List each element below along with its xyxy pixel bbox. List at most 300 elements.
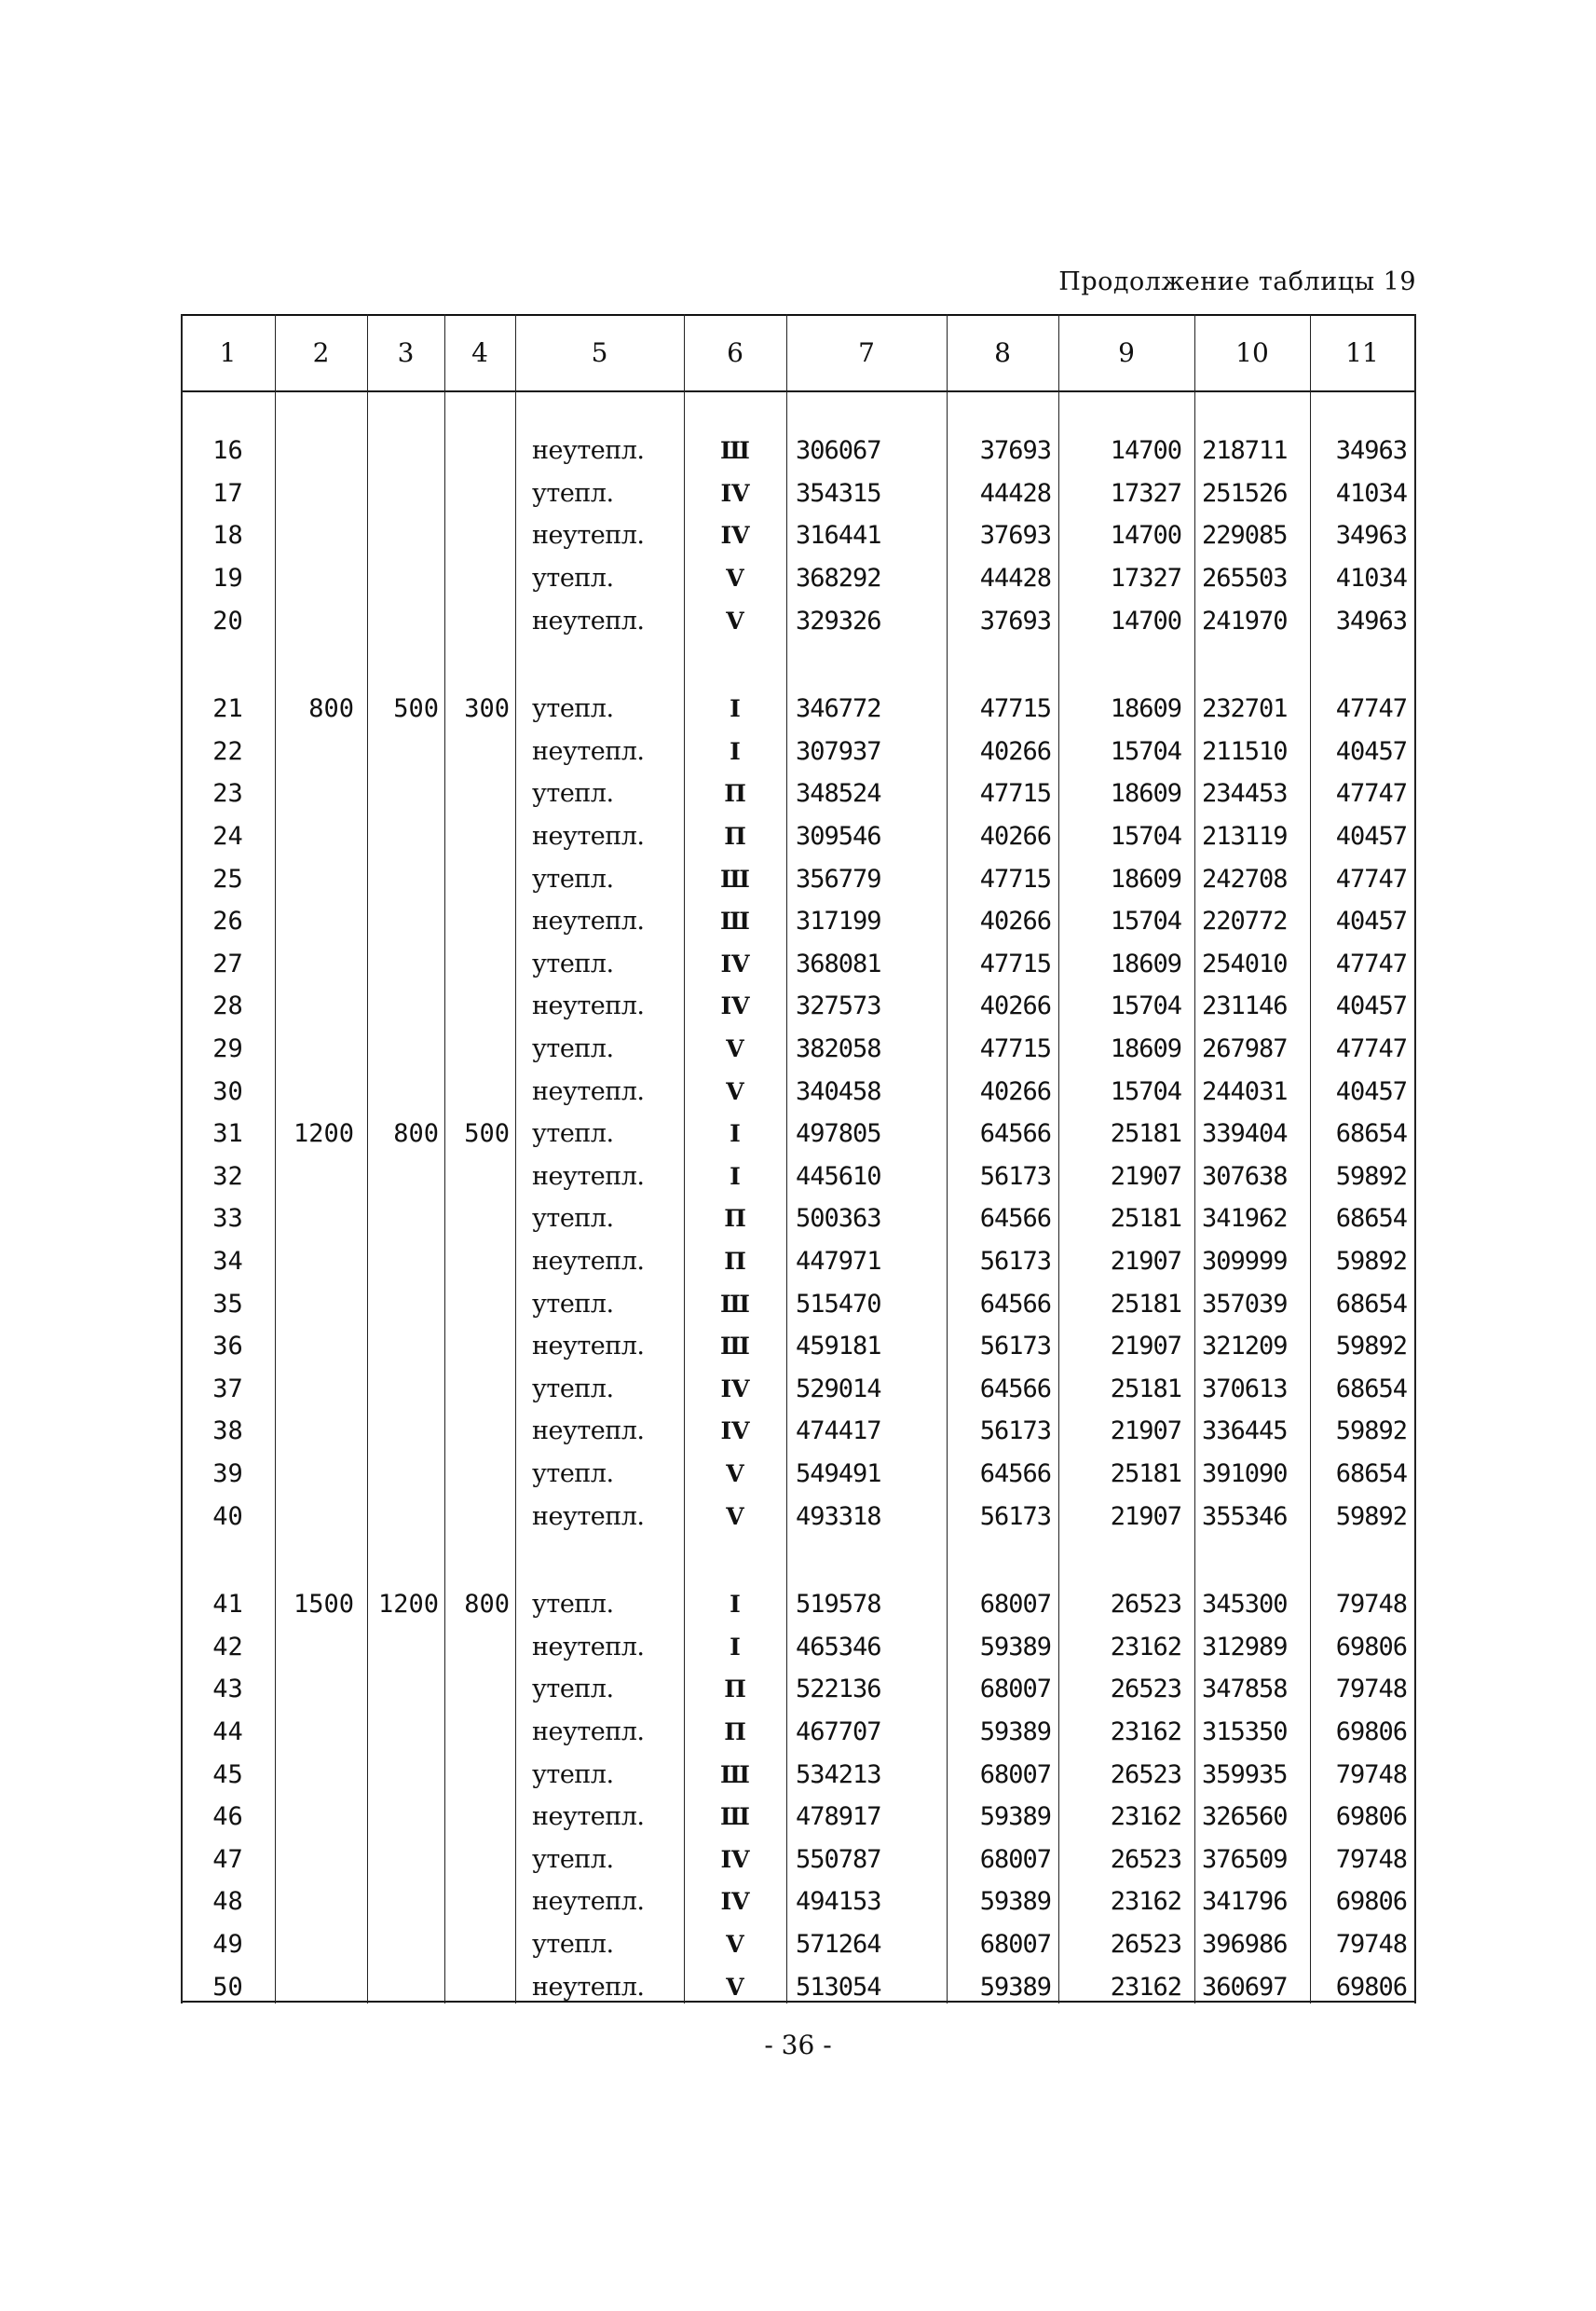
- cell-col-4: [444, 1156, 515, 1198]
- cell-col-7: 534213: [796, 1759, 881, 1789]
- cell-col-3: [367, 1028, 444, 1071]
- cell-col-9: 18609: [1110, 694, 1181, 724]
- cell-col-9: 21907: [1110, 1416, 1181, 1446]
- cell-col-9: 25181: [1110, 1119, 1181, 1149]
- table-caption: Продолжение таблицы 19: [1058, 267, 1416, 296]
- cell-col-10: 251526: [1202, 478, 1288, 508]
- cell-col-7: 500363: [796, 1204, 881, 1234]
- cell-col-10: 347858: [1202, 1675, 1288, 1704]
- cell-col-2: [275, 557, 367, 600]
- page-number: - 36 -: [764, 2030, 832, 2060]
- cell-col-3: [367, 1410, 444, 1453]
- cell-col-1: 17: [212, 478, 243, 508]
- cell-col-4: [444, 1197, 515, 1240]
- cell-col-2: [275, 599, 367, 642]
- cell-col-8: 64566: [979, 1289, 1051, 1319]
- cell-col-8: 44428: [979, 478, 1051, 508]
- column-header-4: 4: [471, 336, 488, 368]
- cell-col-8: 68007: [979, 1844, 1051, 1874]
- cell-col-2: [275, 1753, 367, 1796]
- cell-col-1: 21: [212, 694, 243, 724]
- cell-col-7: 382058: [796, 1034, 881, 1064]
- cell-col-7: 497805: [796, 1119, 881, 1149]
- cell-col-6: V: [726, 1035, 744, 1063]
- cell-col-9: 15704: [1110, 907, 1181, 937]
- cell-col-3: [367, 557, 444, 600]
- cell-col-10: 229085: [1202, 521, 1288, 551]
- cell-col-11: 59892: [1335, 1161, 1407, 1191]
- cell-col-1: 50: [212, 1972, 243, 2002]
- cell-col-6: V: [726, 607, 744, 635]
- cell-col-2: [275, 1626, 367, 1669]
- cell-col-1: 29: [212, 1034, 243, 1064]
- cell-col-1: 23: [212, 779, 243, 809]
- cell-col-1: 18: [212, 521, 243, 551]
- cell-col-9: 25181: [1110, 1374, 1181, 1403]
- cell-col-4: [444, 900, 515, 943]
- cell-col-9: 21907: [1110, 1332, 1181, 1361]
- cell-col-11: 47747: [1335, 864, 1407, 894]
- cell-col-8: 59389: [979, 1972, 1051, 2002]
- cell-col-4: [444, 985, 515, 1028]
- cell-col-6: I: [730, 737, 741, 765]
- cell-col-11: 68654: [1335, 1289, 1407, 1319]
- cell-col-4: [444, 1410, 515, 1453]
- cell-col-11: 40457: [1335, 1076, 1407, 1106]
- cell-col-1: 45: [212, 1759, 243, 1789]
- cell-col-3: 1200: [377, 1590, 439, 1620]
- cell-col-8: 64566: [979, 1204, 1051, 1234]
- cell-col-5: неутепл.: [532, 1887, 645, 1917]
- cell-col-10: 213119: [1202, 822, 1288, 852]
- cell-col-2: [275, 1495, 367, 1538]
- cell-col-3: [367, 857, 444, 900]
- cell-col-10: 370613: [1202, 1374, 1288, 1403]
- cell-col-6: П: [724, 1675, 746, 1703]
- cell-col-7: 494153: [796, 1887, 881, 1917]
- cell-col-5: неутепл.: [532, 1972, 645, 2002]
- column-header-1: 1: [219, 336, 237, 368]
- cell-col-1: 22: [212, 736, 243, 766]
- cell-col-6: V: [726, 1931, 744, 1959]
- cell-col-11: 40457: [1335, 736, 1407, 766]
- cell-col-6: П: [724, 1248, 746, 1276]
- cell-col-4: [444, 1839, 515, 1881]
- cell-col-11: 59892: [1335, 1247, 1407, 1277]
- cell-col-7: 327573: [796, 991, 881, 1021]
- column-rule: [515, 314, 516, 2003]
- cell-col-1: 41: [212, 1590, 243, 1620]
- cell-col-6: I: [730, 1633, 741, 1661]
- cell-col-5: неутепл.: [532, 436, 645, 466]
- cell-col-9: 18609: [1110, 1034, 1181, 1064]
- cell-col-1: 48: [212, 1887, 243, 1917]
- cell-col-7: 478917: [796, 1802, 881, 1832]
- cell-col-9: 23162: [1110, 1887, 1181, 1917]
- cell-col-6: V: [726, 1077, 744, 1105]
- cell-col-9: 25181: [1110, 1289, 1181, 1319]
- column-header-9: 9: [1118, 336, 1135, 368]
- cell-col-2: [275, 985, 367, 1028]
- cell-col-9: 17327: [1110, 478, 1181, 508]
- cell-col-5: утепл.: [532, 864, 614, 894]
- cell-col-6: П: [724, 1205, 746, 1233]
- cell-col-10: 267987: [1202, 1034, 1288, 1064]
- cell-col-8: 47715: [979, 864, 1051, 894]
- cell-col-7: 549491: [796, 1459, 881, 1489]
- cell-col-11: 40457: [1335, 822, 1407, 852]
- cell-col-8: 40266: [979, 736, 1051, 766]
- cell-col-7: 317199: [796, 907, 881, 937]
- cell-col-1: 24: [212, 822, 243, 852]
- cell-col-9: 18609: [1110, 779, 1181, 809]
- cell-col-6: IV: [720, 992, 750, 1020]
- cell-col-9: 21907: [1110, 1501, 1181, 1531]
- cell-col-1: 25: [212, 864, 243, 894]
- cell-col-2: [275, 1711, 367, 1754]
- cell-col-7: 522136: [796, 1675, 881, 1704]
- cell-col-3: [367, 1453, 444, 1496]
- cell-col-1: 34: [212, 1247, 243, 1277]
- cell-col-3: 800: [393, 1119, 439, 1149]
- cell-col-3: [367, 1711, 444, 1754]
- cell-col-9: 25181: [1110, 1204, 1181, 1234]
- cell-col-1: 46: [212, 1802, 243, 1832]
- cell-col-10: 341796: [1202, 1887, 1288, 1917]
- cell-col-2: [275, 1197, 367, 1240]
- cell-col-10: 234453: [1202, 779, 1288, 809]
- cell-col-8: 37693: [979, 436, 1051, 466]
- cell-col-2: 1200: [293, 1119, 354, 1149]
- cell-col-4: 500: [464, 1119, 510, 1149]
- cell-col-1: 40: [212, 1501, 243, 1531]
- cell-col-5: утепл.: [532, 1119, 614, 1149]
- cell-col-2: [275, 1796, 367, 1839]
- cell-col-3: [367, 599, 444, 642]
- cell-col-3: [367, 731, 444, 773]
- cell-col-9: 21907: [1110, 1247, 1181, 1277]
- cell-col-10: 376509: [1202, 1844, 1288, 1874]
- cell-col-1: 19: [212, 564, 243, 594]
- cell-col-3: [367, 815, 444, 858]
- cell-col-7: 519578: [796, 1590, 881, 1620]
- cell-col-4: 800: [464, 1590, 510, 1620]
- cell-col-8: 59389: [979, 1802, 1051, 1832]
- cell-col-7: 493318: [796, 1501, 881, 1531]
- cell-col-5: неутепл.: [532, 1802, 645, 1832]
- cell-col-10: 326560: [1202, 1802, 1288, 1832]
- column-header-6: 6: [727, 336, 743, 368]
- cell-col-3: [367, 1753, 444, 1796]
- cell-col-4: [444, 1240, 515, 1283]
- cell-col-2: [275, 1156, 367, 1198]
- cell-col-1: 42: [212, 1632, 243, 1661]
- cell-col-2: [275, 1325, 367, 1368]
- cell-col-5: утепл.: [532, 1289, 614, 1319]
- cell-col-10: 241970: [1202, 606, 1288, 636]
- cell-col-7: 307937: [796, 736, 881, 766]
- cell-col-6: Ш: [720, 1290, 750, 1318]
- cell-col-6: I: [730, 1591, 741, 1619]
- cell-col-10: 309999: [1202, 1247, 1288, 1277]
- cell-col-4: [444, 1880, 515, 1923]
- cell-col-9: 14700: [1110, 521, 1181, 551]
- cell-col-6: I: [730, 1162, 741, 1190]
- cell-col-7: 467707: [796, 1717, 881, 1747]
- cell-col-4: [444, 514, 515, 557]
- cell-col-3: [367, 1282, 444, 1325]
- cell-col-10: 336445: [1202, 1416, 1288, 1446]
- cell-col-5: утепл.: [532, 1590, 614, 1620]
- cell-col-11: 69806: [1335, 1632, 1407, 1661]
- cell-col-7: 368292: [796, 564, 881, 594]
- column-rule: [1194, 314, 1195, 2003]
- cell-col-8: 68007: [979, 1675, 1051, 1704]
- cell-col-6: V: [726, 1460, 744, 1488]
- cell-col-7: 346772: [796, 694, 881, 724]
- cell-col-8: 56173: [979, 1501, 1051, 1531]
- cell-col-8: 68007: [979, 1759, 1051, 1789]
- cell-col-4: [444, 1753, 515, 1796]
- cell-col-3: [367, 1495, 444, 1538]
- cell-col-10: 341962: [1202, 1204, 1288, 1234]
- cell-col-2: [275, 731, 367, 773]
- cell-col-7: 340458: [796, 1076, 881, 1106]
- cell-col-5: утепл.: [532, 1459, 614, 1489]
- cell-col-7: 550787: [796, 1844, 881, 1874]
- cell-col-9: 26523: [1110, 1844, 1181, 1874]
- cell-col-8: 64566: [979, 1119, 1051, 1149]
- cell-col-9: 14700: [1110, 436, 1181, 466]
- cell-col-11: 59892: [1335, 1416, 1407, 1446]
- cell-col-6: V: [726, 565, 744, 593]
- cell-col-2: [275, 1880, 367, 1923]
- cell-col-3: [367, 1880, 444, 1923]
- cell-col-4: [444, 1453, 515, 1496]
- cell-col-2: 1500: [293, 1590, 354, 1620]
- cell-col-6: Ш: [720, 437, 750, 465]
- cell-col-9: 18609: [1110, 949, 1181, 978]
- cell-col-4: [444, 1028, 515, 1071]
- column-header-8: 8: [994, 336, 1011, 368]
- cell-col-6: Ш: [720, 1760, 750, 1788]
- cell-col-8: 56173: [979, 1247, 1051, 1277]
- cell-col-5: неутепл.: [532, 1076, 645, 1106]
- cell-col-2: [275, 1453, 367, 1496]
- cell-col-5: утепл.: [532, 1844, 614, 1874]
- cell-col-5: неутепл.: [532, 1416, 645, 1446]
- cell-col-4: [444, 815, 515, 858]
- cell-col-2: [275, 1410, 367, 1453]
- cell-col-1: 16: [212, 436, 243, 466]
- header-bottom-rule: [181, 390, 1414, 392]
- cell-col-5: неутепл.: [532, 1247, 645, 1277]
- cell-col-9: 14700: [1110, 606, 1181, 636]
- cell-col-10: 355346: [1202, 1501, 1288, 1531]
- cell-col-9: 26523: [1110, 1930, 1181, 1960]
- cell-col-9: 15704: [1110, 1076, 1181, 1106]
- cell-col-5: утепл.: [532, 1759, 614, 1789]
- cell-col-2: [275, 900, 367, 943]
- cell-col-2: [275, 773, 367, 815]
- cell-col-6: IV: [720, 1374, 750, 1402]
- cell-col-4: [444, 472, 515, 515]
- cell-col-10: 242708: [1202, 864, 1288, 894]
- cell-col-6: П: [724, 1718, 746, 1746]
- cell-col-6: IV: [720, 1845, 750, 1873]
- cell-col-11: 59892: [1335, 1501, 1407, 1531]
- cell-col-6: IV: [720, 479, 750, 507]
- cell-col-4: [444, 1965, 515, 2008]
- cell-col-11: 47747: [1335, 779, 1407, 809]
- cell-col-10: 339404: [1202, 1119, 1288, 1149]
- cell-col-10: 265503: [1202, 564, 1288, 594]
- cell-col-5: утепл.: [532, 1034, 614, 1064]
- cell-col-5: неутепл.: [532, 606, 645, 636]
- cell-col-11: 79748: [1335, 1590, 1407, 1620]
- cell-col-3: [367, 1070, 444, 1113]
- cell-col-8: 37693: [979, 521, 1051, 551]
- cell-col-5: утепл.: [532, 564, 614, 594]
- column-header-5: 5: [591, 336, 608, 368]
- cell-col-5: утепл.: [532, 1930, 614, 1960]
- cell-col-3: [367, 1197, 444, 1240]
- cell-col-4: [444, 1668, 515, 1711]
- cell-col-4: [444, 1368, 515, 1411]
- cell-col-1: 33: [212, 1204, 243, 1234]
- cell-col-8: 40266: [979, 907, 1051, 937]
- cell-col-11: 69806: [1335, 1972, 1407, 2002]
- cell-col-5: неутепл.: [532, 521, 645, 551]
- cell-col-6: Ш: [720, 865, 750, 893]
- cell-col-8: 40266: [979, 822, 1051, 852]
- cell-col-10: 396986: [1202, 1930, 1288, 1960]
- cell-col-5: утепл.: [532, 1374, 614, 1403]
- cell-col-3: [367, 1156, 444, 1198]
- cell-col-7: 309546: [796, 822, 881, 852]
- cell-col-9: 15704: [1110, 736, 1181, 766]
- cell-col-11: 40457: [1335, 991, 1407, 1021]
- column-header-11: 11: [1345, 336, 1379, 368]
- cell-col-10: 232701: [1202, 694, 1288, 724]
- cell-col-5: неутепл.: [532, 1501, 645, 1531]
- cell-col-8: 47715: [979, 1034, 1051, 1064]
- cell-col-11: 79748: [1335, 1675, 1407, 1704]
- cell-col-1: 37: [212, 1374, 243, 1403]
- cell-col-6: I: [730, 1120, 741, 1148]
- cell-col-1: 35: [212, 1289, 243, 1319]
- cell-col-7: 465346: [796, 1632, 881, 1661]
- cell-col-2: [275, 815, 367, 858]
- cell-col-4: [444, 1711, 515, 1754]
- cell-col-11: 41034: [1335, 564, 1407, 594]
- cell-col-3: [367, 1796, 444, 1839]
- cell-col-8: 56173: [979, 1161, 1051, 1191]
- cell-col-9: 26523: [1110, 1675, 1181, 1704]
- cell-col-1: 44: [212, 1717, 243, 1747]
- cell-col-10: 211510: [1202, 736, 1288, 766]
- cell-col-3: 500: [393, 694, 439, 724]
- cell-col-8: 59389: [979, 1632, 1051, 1661]
- cell-col-1: 43: [212, 1675, 243, 1704]
- cell-col-7: 529014: [796, 1374, 881, 1403]
- column-header-7: 7: [858, 336, 875, 368]
- cell-col-3: [367, 1668, 444, 1711]
- cell-col-2: [275, 857, 367, 900]
- cell-col-9: 23162: [1110, 1972, 1181, 2002]
- cell-col-11: 79748: [1335, 1930, 1407, 1960]
- cell-col-7: 368081: [796, 949, 881, 978]
- cell-col-8: 64566: [979, 1374, 1051, 1403]
- cell-col-5: утепл.: [532, 478, 614, 508]
- data-table: [181, 314, 1414, 2003]
- cell-col-2: [275, 1368, 367, 1411]
- cell-col-8: 40266: [979, 1076, 1051, 1106]
- cell-col-4: [444, 1325, 515, 1368]
- cell-col-4: [444, 1626, 515, 1669]
- cell-col-2: [275, 1282, 367, 1325]
- column-header-10: 10: [1235, 336, 1269, 368]
- cell-col-10: 254010: [1202, 949, 1288, 978]
- cell-col-5: неутепл.: [532, 1717, 645, 1747]
- cell-col-3: [367, 1240, 444, 1283]
- cell-col-6: IV: [720, 1888, 750, 1916]
- cell-col-4: [444, 1495, 515, 1538]
- cell-col-8: 68007: [979, 1930, 1051, 1960]
- cell-col-2: [275, 1839, 367, 1881]
- cell-col-5: неутепл.: [532, 736, 645, 766]
- cell-col-6: I: [730, 695, 741, 723]
- cell-col-2: [275, 1240, 367, 1283]
- cell-col-3: [367, 943, 444, 986]
- cell-col-2: [275, 1070, 367, 1113]
- cell-col-7: 306067: [796, 436, 881, 466]
- cell-col-4: [444, 773, 515, 815]
- cell-col-3: [367, 1626, 444, 1669]
- cell-col-10: 321209: [1202, 1332, 1288, 1361]
- cell-col-9: 17327: [1110, 564, 1181, 594]
- cell-col-10: 244031: [1202, 1076, 1288, 1106]
- cell-col-9: 21907: [1110, 1161, 1181, 1191]
- cell-col-11: 34963: [1335, 521, 1407, 551]
- cell-col-10: 360697: [1202, 1972, 1288, 2002]
- cell-col-1: 30: [212, 1076, 243, 1106]
- cell-col-11: 40457: [1335, 907, 1407, 937]
- cell-col-2: [275, 943, 367, 986]
- cell-col-5: утепл.: [532, 1675, 614, 1704]
- cell-col-7: 354315: [796, 478, 881, 508]
- cell-col-7: 447971: [796, 1247, 881, 1277]
- cell-col-7: 459181: [796, 1332, 881, 1361]
- cell-col-11: 59892: [1335, 1332, 1407, 1361]
- cell-col-4: [444, 857, 515, 900]
- cell-col-8: 59389: [979, 1887, 1051, 1917]
- cell-col-2: [275, 430, 367, 472]
- cell-col-5: утепл.: [532, 1204, 614, 1234]
- cell-col-4: [444, 943, 515, 986]
- cell-col-1: 27: [212, 949, 243, 978]
- cell-col-10: 220772: [1202, 907, 1288, 937]
- cell-col-2: [275, 1923, 367, 1966]
- cell-col-9: 15704: [1110, 991, 1181, 1021]
- cell-col-9: 26523: [1110, 1759, 1181, 1789]
- cell-col-10: 391090: [1202, 1459, 1288, 1489]
- cell-col-6: IV: [720, 522, 750, 550]
- cell-col-11: 68654: [1335, 1374, 1407, 1403]
- cell-col-4: 300: [464, 694, 510, 724]
- cell-col-1: 26: [212, 907, 243, 937]
- cell-col-4: [444, 599, 515, 642]
